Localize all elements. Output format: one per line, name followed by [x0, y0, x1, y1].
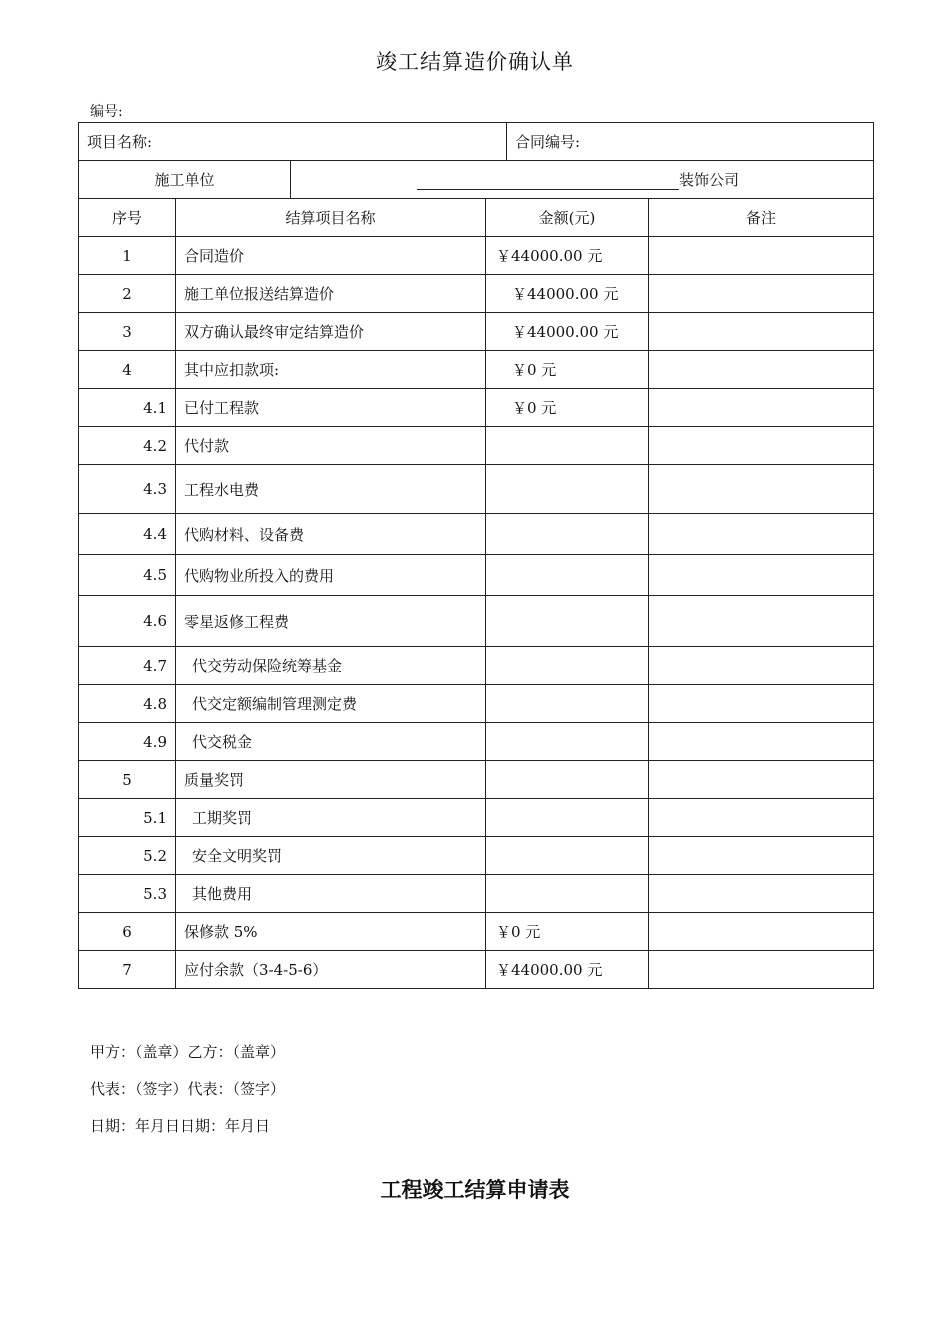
- table-row: [79, 465, 874, 514]
- table-row: [79, 275, 874, 313]
- row-seq: 4: [79, 351, 176, 389]
- second-page-title: 工程竣工结算申请表: [380, 1178, 570, 1202]
- row-note: [649, 351, 874, 389]
- header-row-project: [79, 123, 874, 161]
- row-item: 工期奖罚: [176, 799, 486, 837]
- row-note: [649, 951, 874, 989]
- table-row: [79, 685, 874, 723]
- row-seq: 4.5: [79, 555, 176, 596]
- table-row: [79, 837, 874, 875]
- row-seq: 4.4: [79, 514, 176, 555]
- table-row: [79, 723, 874, 761]
- row-amount: [486, 875, 649, 913]
- row-item: 代交劳动保险统筹基金: [176, 647, 486, 685]
- row-seq: 4.2: [79, 427, 176, 465]
- row-note: [649, 761, 874, 799]
- row-seq: 7: [79, 951, 176, 989]
- row-amount: [486, 465, 649, 514]
- row-amount: ￥0 元: [486, 389, 649, 427]
- column-header-row: [79, 199, 874, 237]
- header-row-contractor: [79, 161, 874, 199]
- row-amount: [486, 685, 649, 723]
- row-item: 已付工程款: [176, 389, 486, 427]
- document-number-label: 编号:: [90, 104, 123, 120]
- row-item: 代购材料、设备费: [176, 514, 486, 555]
- row-note: [649, 555, 874, 596]
- col-note-header: 备注: [649, 199, 874, 237]
- row-seq: 5.2: [79, 837, 176, 875]
- row-item: 应付余款（3-4-5-6）: [176, 951, 486, 989]
- row-amount: [486, 647, 649, 685]
- row-amount: ￥44000.00 元: [486, 275, 649, 313]
- row-amount: ￥0 元: [486, 351, 649, 389]
- table-row: [79, 799, 874, 837]
- row-item: 代购物业所投入的费用: [176, 555, 486, 596]
- company-blank-line: [417, 171, 679, 190]
- row-seq: 4.9: [79, 723, 176, 761]
- row-item: 双方确认最终审定结算造价: [176, 313, 486, 351]
- table-row: [79, 237, 874, 275]
- col-amount-header: 金额(元): [486, 199, 649, 237]
- table-row: [79, 427, 874, 465]
- table-row: [79, 389, 874, 427]
- table-row: [79, 351, 874, 389]
- row-seq: 6: [79, 913, 176, 951]
- row-item: 代交税金: [176, 723, 486, 761]
- row-item: 其他费用: [176, 875, 486, 913]
- row-seq: 4.7: [79, 647, 176, 685]
- row-note: [649, 427, 874, 465]
- contractor-company-field[interactable]: [291, 161, 874, 199]
- signature-date-line: 日期：年月日日期：年月日: [90, 1117, 271, 1135]
- row-item: 合同造价: [176, 237, 486, 275]
- row-item: 质量奖罚: [176, 761, 486, 799]
- row-amount: [486, 723, 649, 761]
- row-item: 施工单位报送结算造价: [176, 275, 486, 313]
- row-amount: [486, 596, 649, 647]
- table-row: [79, 913, 874, 951]
- row-seq: 5.3: [79, 875, 176, 913]
- row-seq: 5: [79, 761, 176, 799]
- row-seq: 4.8: [79, 685, 176, 723]
- row-note: [649, 596, 874, 647]
- row-seq: 4.6: [79, 596, 176, 647]
- row-note: [649, 647, 874, 685]
- row-item: 工程水电费: [176, 465, 486, 514]
- table-row: [79, 875, 874, 913]
- row-amount: ￥44000.00 元: [486, 237, 649, 275]
- row-seq: 3: [79, 313, 176, 351]
- table-row: [79, 514, 874, 555]
- row-note: [649, 465, 874, 514]
- row-seq: 5.1: [79, 799, 176, 837]
- row-amount: ￥0 元: [486, 913, 649, 951]
- row-amount: ￥44000.00 元: [486, 313, 649, 351]
- row-note: [649, 685, 874, 723]
- contract-number-field[interactable]: 合同编号:: [507, 123, 874, 161]
- row-amount: [486, 427, 649, 465]
- row-note: [649, 837, 874, 875]
- row-item: 其中应扣款项:: [176, 351, 486, 389]
- col-item-header: 结算项目名称: [176, 199, 486, 237]
- row-note: [649, 237, 874, 275]
- row-note: [649, 913, 874, 951]
- signature-seal-line: 甲方：（盖章）乙方：（盖章）: [90, 1043, 286, 1061]
- page-title: 竣工结算造价确认单: [376, 50, 574, 74]
- table-row: [79, 313, 874, 351]
- table-row: [79, 951, 874, 989]
- row-amount: [486, 837, 649, 875]
- row-seq: 4.1: [79, 389, 176, 427]
- row-item: 零星返修工程费: [176, 596, 486, 647]
- row-note: [649, 313, 874, 351]
- row-amount: [486, 555, 649, 596]
- col-seq-header: 序号: [79, 199, 176, 237]
- row-seq: 1: [79, 237, 176, 275]
- row-note: [649, 389, 874, 427]
- table-row: [79, 555, 874, 596]
- row-item: 安全文明奖罚: [176, 837, 486, 875]
- contractor-label: 施工单位: [79, 161, 291, 199]
- company-suffix: 装饰公司: [679, 171, 740, 189]
- table-row: [79, 596, 874, 647]
- row-item: 保修款 5%: [176, 913, 486, 951]
- row-note: [649, 275, 874, 313]
- row-seq: 4.3: [79, 465, 176, 514]
- table-row: [79, 647, 874, 685]
- row-item: 代交定额编制管理测定费: [176, 685, 486, 723]
- row-amount: [486, 799, 649, 837]
- project-name-field[interactable]: 项目名称:: [79, 123, 507, 161]
- row-item: 代付款: [176, 427, 486, 465]
- signature-representative-line: 代表：（签字）代表：（签字）: [90, 1080, 286, 1098]
- row-amount: ￥44000.00 元: [486, 951, 649, 989]
- row-note: [649, 875, 874, 913]
- table-row: [79, 761, 874, 799]
- row-note: [649, 799, 874, 837]
- row-amount: [486, 761, 649, 799]
- row-amount: [486, 514, 649, 555]
- row-seq: 2: [79, 275, 176, 313]
- row-note: [649, 723, 874, 761]
- row-note: [649, 514, 874, 555]
- settlement-table: [78, 122, 874, 989]
